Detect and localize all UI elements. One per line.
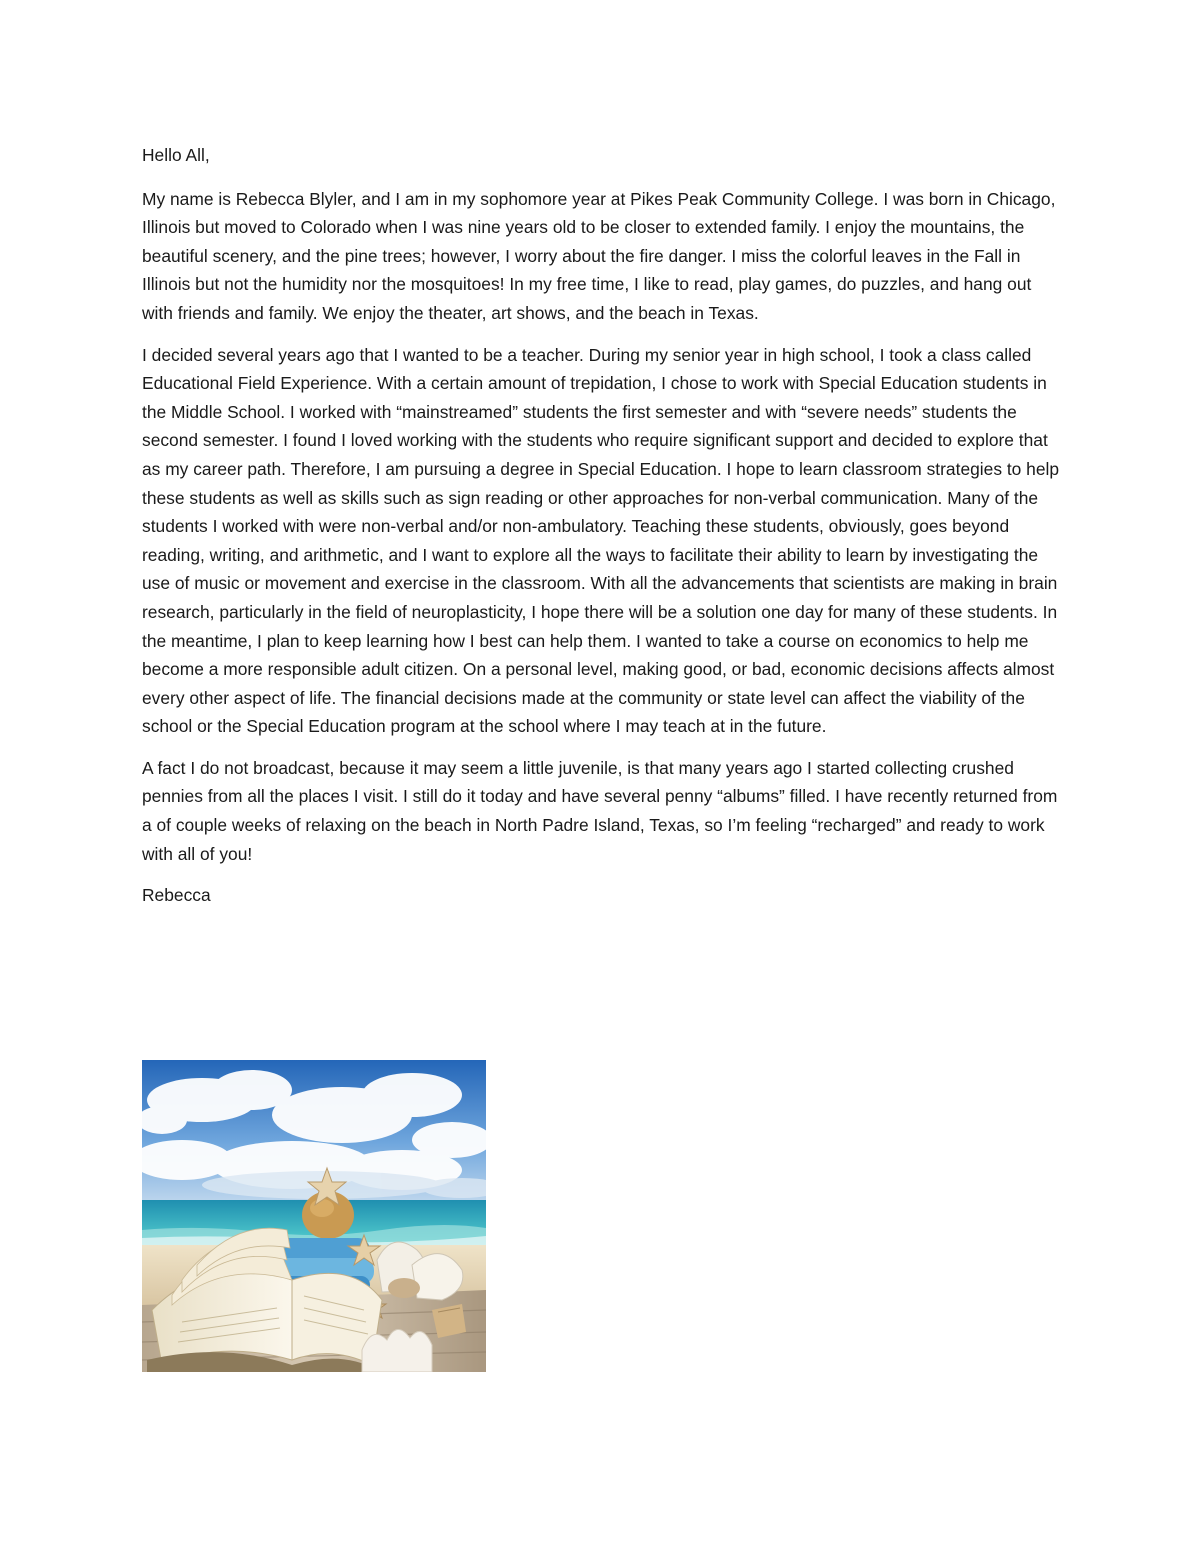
paragraph-career: I decided several years ago that I wanted to be a teacher. During my senior year in high school, I took a class called Educational Field Experience. With a certain amount of trepidation, I chose to work with Special Education students in the Middle School. I worked with “mainstreamed” students the first semester and with “severe needs” students the second semester. I found I loved working with the students who require significant support and decided to explore that as my career path. Therefore, I am pursuing a degree in Special Education. I hope to learn classroom strategies to help these students as well as skills such as sign reading or other approaches for non-verbal communication. Many of the students I worked with were non-verbal and/or non-ambulatory. Teaching these students, obviously, goes beyond reading, writing, and arithmetic, and I want to explore all the ways to facilitate their ability to learn by investigating the use of music or movement and exercise in the classroom. With all the advancements that scientists are making in brain research, particularly in the field of neuroplasticity, I hope there will be a solution one day for many of these students. In the meantime, I plan to keep learning how I best can help them. I wanted to take a course on economics to help me become a more responsible adult citizen. On a personal level, making good, or bad, economic decisions affects almost every other aspect of life. The financial decisions made at the community or state level can affect the viability of the school or the Special Education program at the school where I may teach at in the future. [142,344,1060,737]
signature: Rebecca [142,885,211,906]
paragraph-introduction: My name is Rebecca Blyler, and I am in my sophomore year at Pikes Peak Community College. I was born in Chicago, Illinois but moved to Colorado when I was nine years old to be closer to extended family. I enjoy the mountains, the beautiful scenery, and the pine trees; however, I worry about the fire danger. I miss the colorful leaves in the Fall in Illinois but not the humidity nor the mosquitoes! In my free time, I like to read, play games, do puzzles, and hang out with friends and family. We enjoy the theater, art shows, and the beach in Texas. [142,188,1056,323]
greeting: Hello All, [142,145,210,165]
paragraph-fun-fact: A fact I do not broadcast, because it may seem a little juvenile, is that many years ago I started collecting crushed pennies from all the places I visit. I still do it today and have several penny “albums” filled. I have recently returned from a of couple weeks of relaxing on the beach in North Padre Island, Texas, so I’m feeling “recharged” and ready to work with all of you! [142,757,1058,864]
beach-book-photo [142,1060,486,1372]
letter-body [142,141,1062,923]
